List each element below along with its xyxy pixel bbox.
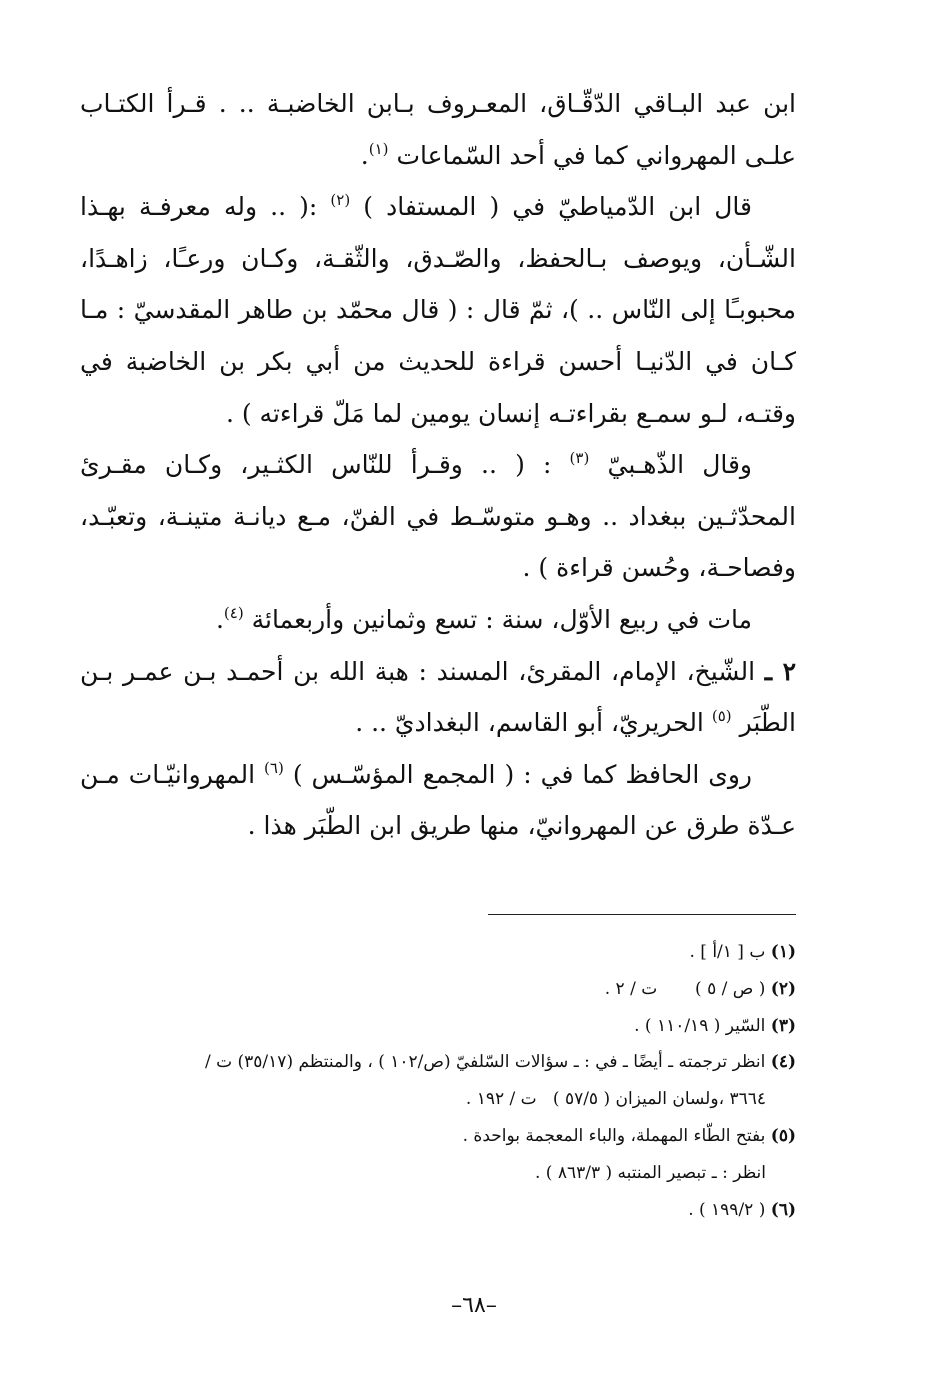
paragraph-4-text: مات في ربيع الأوّل، سنة : تسع وثمانين وأربعمائة — [251, 604, 752, 634]
footnote-ref-3: (٣) — [569, 449, 590, 468]
main-text — [80, 78, 796, 852]
footnote-text: ( ١٩٩/٢ ) . — [688, 1199, 766, 1220]
footnote-4 — [80, 1044, 796, 1081]
paragraph-6-part-a: روى الحافظ كما في : ( المجمع المؤسّـس ) — [292, 759, 753, 789]
footnote-number: (٥) — [770, 1125, 796, 1146]
paragraph-3-part-a: وقال الذّهـبيّ — [607, 450, 753, 480]
footnote-ref-2: (٢) — [330, 191, 351, 210]
footnote-text: ( ص / ٥ ) ت / ٢ . — [604, 978, 766, 999]
paragraph-5-part-a: الشّيخ، الإمام، المقرئ، المسند : هبة الله بن أحمـد بـن عمـر بـن الطّبَر — [80, 656, 796, 738]
paragraph-3-part-b: : ( .. وقـرأ للنّاس الكثـير، وكـان مقـرئ المحدّثـين ببغداد .. وهـو متوسّـط في الفنّ، مـع ديانـة متينـة، وتعبّـد، وفصاحـة، وحُسن قراءة ) . — [80, 450, 796, 583]
paragraph-2 — [80, 181, 796, 439]
footnote-ref-6: (٦) — [264, 758, 284, 777]
footnote-1 — [80, 934, 796, 971]
footnote-text: السّير ( ١١٠/١٩ ) . — [634, 1015, 766, 1036]
paragraph-6 — [80, 749, 796, 852]
paragraph-4-end: . — [215, 604, 224, 634]
paragraph-2-part-b: :( .. وله معرفـة بهـذا الشّـأن، ويوصف بـالحفظ، والصّـدق، والثّقـة، وكـان ورعـًا، زاهـدًا، محبوبـًا إلى النّاس .. )، ثمّ قال : ( قال محمّد بن طاهر المقدسيّ : مـا كـان في الدّنيـا أحسن قراءة للحديث من أبي بكر بن الخاضبة في وقتـه، لـو سمـع بقراءتـه إنسان يومين لما مَلّ قراءته ) . — [80, 192, 797, 428]
paragraph-5-part-b: الحريريّ، أبو القاسم، البغداديّ .. . — [355, 708, 704, 738]
paragraph-1-text: ابن عبد البـاقي الدّقّـاق، المعـروف بـابن الخاضبـة .. . قـرأ الكتـاب علـى المهرواني كما في أحد السّماعات — [80, 89, 796, 170]
footnote-ref-4: (٤) — [223, 603, 244, 622]
footnote-text: بفتح الطّاء المهملة، والباء المعجمة بواحدة . — [462, 1125, 766, 1146]
paragraph-4 — [80, 594, 796, 646]
paragraph-3 — [80, 439, 796, 594]
footnote-text: انظر ترجمته ـ أيضًا ـ في : ـ سؤالات السّلفيّ (ص/١٠٢ ) ، والمنتظم (٣٥/١٧) ت / — [205, 1052, 766, 1073]
paragraph-1 — [80, 78, 796, 181]
footnote-number: (٢) — [770, 978, 796, 999]
footnote-text: ب [ ١/أ ] . — [689, 942, 766, 962]
paragraph-1-end: . — [360, 140, 369, 170]
footnote-number: (٣) — [770, 1015, 796, 1036]
page-number: –٦٨– — [451, 1293, 497, 1318]
footnote-ref-1: (١) — [368, 139, 389, 158]
paragraph-2-part-a: قال ابن الدّمياطيّ في ( المستفاد ) — [363, 192, 752, 222]
footnote-text: انظر : ـ تبصير المنتبه ( ٨٦٣/٣ ) . — [534, 1162, 766, 1183]
footnote-number: (٤) — [770, 1052, 796, 1073]
paragraph-6-part-b: المهروانيّـات مـن عـدّة طرق عن المهروانيّ، منها طريق ابن الطّبَر هذا . — [80, 759, 796, 841]
entry-number: ٢ ـ — [764, 656, 796, 686]
footnotes — [80, 934, 796, 1228]
footnote-6 — [80, 1192, 796, 1229]
footnote-ref-5: (٥) — [711, 707, 732, 726]
footnote-separator — [488, 914, 796, 915]
footnote-number: (٦) — [770, 1199, 796, 1220]
footnote-number: (١) — [770, 942, 796, 962]
footnote-3 — [80, 1008, 796, 1045]
footnote-text: ٣٦٦٤ ،ولسان الميزان ( ٥٧/٥ ) ت / ١٩٢ . — [465, 1089, 766, 1110]
paragraph-5 — [80, 646, 796, 749]
footnote-4-continued — [80, 1081, 796, 1118]
footnote-5-continued — [80, 1155, 796, 1192]
footnote-5 — [80, 1118, 796, 1155]
footnote-2 — [80, 971, 796, 1008]
